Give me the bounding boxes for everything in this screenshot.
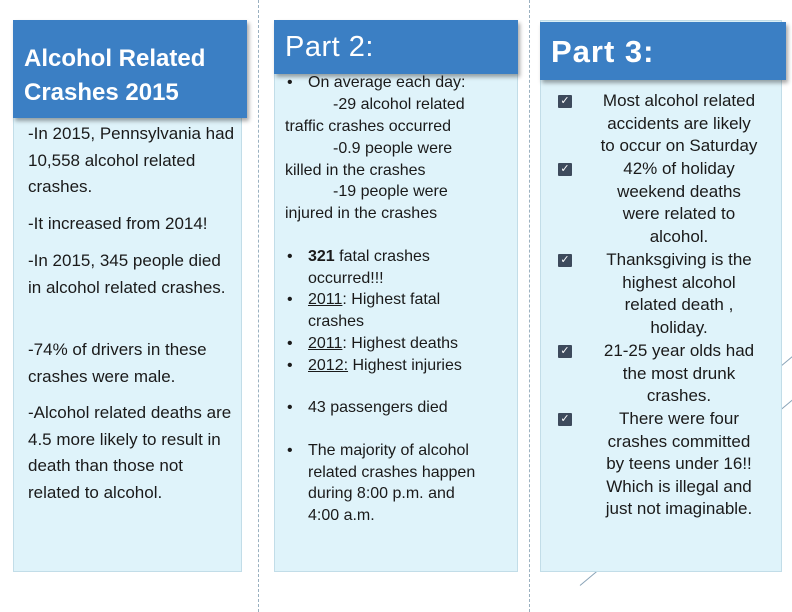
bullet-marker: • <box>287 399 293 416</box>
checkbox-bullet-icon: ✓ <box>558 254 572 267</box>
time-line: related crashes happen <box>308 464 476 481</box>
time-line: during 8:00 p.m. and <box>308 485 455 502</box>
fatal-text: fatal crashes <box>334 248 430 265</box>
bullet-marker: • <box>287 291 293 308</box>
part1-paragraph: -74% of drivers in these crashes were male. <box>28 340 207 386</box>
part2-title: Part 2: <box>274 20 518 74</box>
part3-item-text: 42% of holiday weekend deaths were related to alcohol. <box>617 159 741 246</box>
year-deaths-line <box>308 333 458 355</box>
year-injuries: 2012: <box>308 357 349 374</box>
part3-item-text: Thanksgiving is the highest alcohol related death , holiday. <box>606 250 752 337</box>
fatal-crashes-line-2: occurred!!! <box>308 270 384 287</box>
guide-line <box>529 0 530 612</box>
daily-item: -29 alcohol related <box>333 96 465 113</box>
bullet-marker: • <box>287 248 293 265</box>
year-deaths-label: : Highest deaths <box>342 335 459 352</box>
daily-intro: On average each day: <box>308 74 466 91</box>
part1-paragraph: -It increased from 2014! <box>28 214 208 233</box>
part1-paragraph: -Alcohol related deaths are 4.5 more likely to result in death than those not related to alcohol. <box>28 403 232 502</box>
year-injuries-line <box>308 355 462 377</box>
time-line: 4:00 a.m. <box>308 507 375 524</box>
decorative-line <box>580 570 599 586</box>
year-fatal-line <box>308 289 440 311</box>
daily-item: -19 people were <box>333 183 448 200</box>
part3-item-text: 21-25 year olds had the most drunk crashes. <box>603 341 755 406</box>
part3-item-text: There were four crashes committed by teens under 16!! Which is illegal and just not imaginable. <box>605 409 753 519</box>
part3-item-text: Most alcohol related accidents are likely to occur on Saturday <box>600 91 758 156</box>
daily-item: -0.9 people were <box>333 140 453 157</box>
year-injuries-label: Highest injuries <box>348 357 462 374</box>
passengers-line: 43 passengers died <box>308 399 448 416</box>
fatal-crashes-line <box>308 246 430 268</box>
part1-title: Alcohol Related Crashes 2015 <box>13 20 247 118</box>
year-fatal-line-2: crashes <box>308 313 365 330</box>
fatal-count: 321 <box>308 248 335 265</box>
year-fatal: 2011 <box>308 291 343 308</box>
part3-title: Part 3: <box>540 22 786 80</box>
checkbox-bullet-icon: ✓ <box>558 163 572 176</box>
checkbox-bullet-icon: ✓ <box>558 345 572 358</box>
bullet-marker: • <box>287 74 293 91</box>
guide-line <box>258 0 259 612</box>
year-fatal-label: : Highest fatal <box>342 291 441 308</box>
bullet-marker: • <box>287 357 293 374</box>
bullet-marker: • <box>287 442 293 459</box>
bullet-marker: • <box>287 335 293 352</box>
checkbox-bullet-icon: ✓ <box>558 413 572 426</box>
part1-paragraph: -In 2015, Pennsylvania had 10,558 alcohol related crashes. <box>28 124 235 196</box>
checkbox-bullet-icon: ✓ <box>558 95 572 108</box>
daily-item: killed in the crashes <box>285 162 426 179</box>
daily-item: injured in the crashes <box>285 205 438 222</box>
daily-item: traffic crashes occurred <box>285 118 451 135</box>
time-line: The majority of alcohol <box>308 442 469 459</box>
year-deaths: 2011 <box>308 335 343 352</box>
part1-paragraph: -In 2015, 345 people died in alcohol related crashes. <box>28 251 226 297</box>
